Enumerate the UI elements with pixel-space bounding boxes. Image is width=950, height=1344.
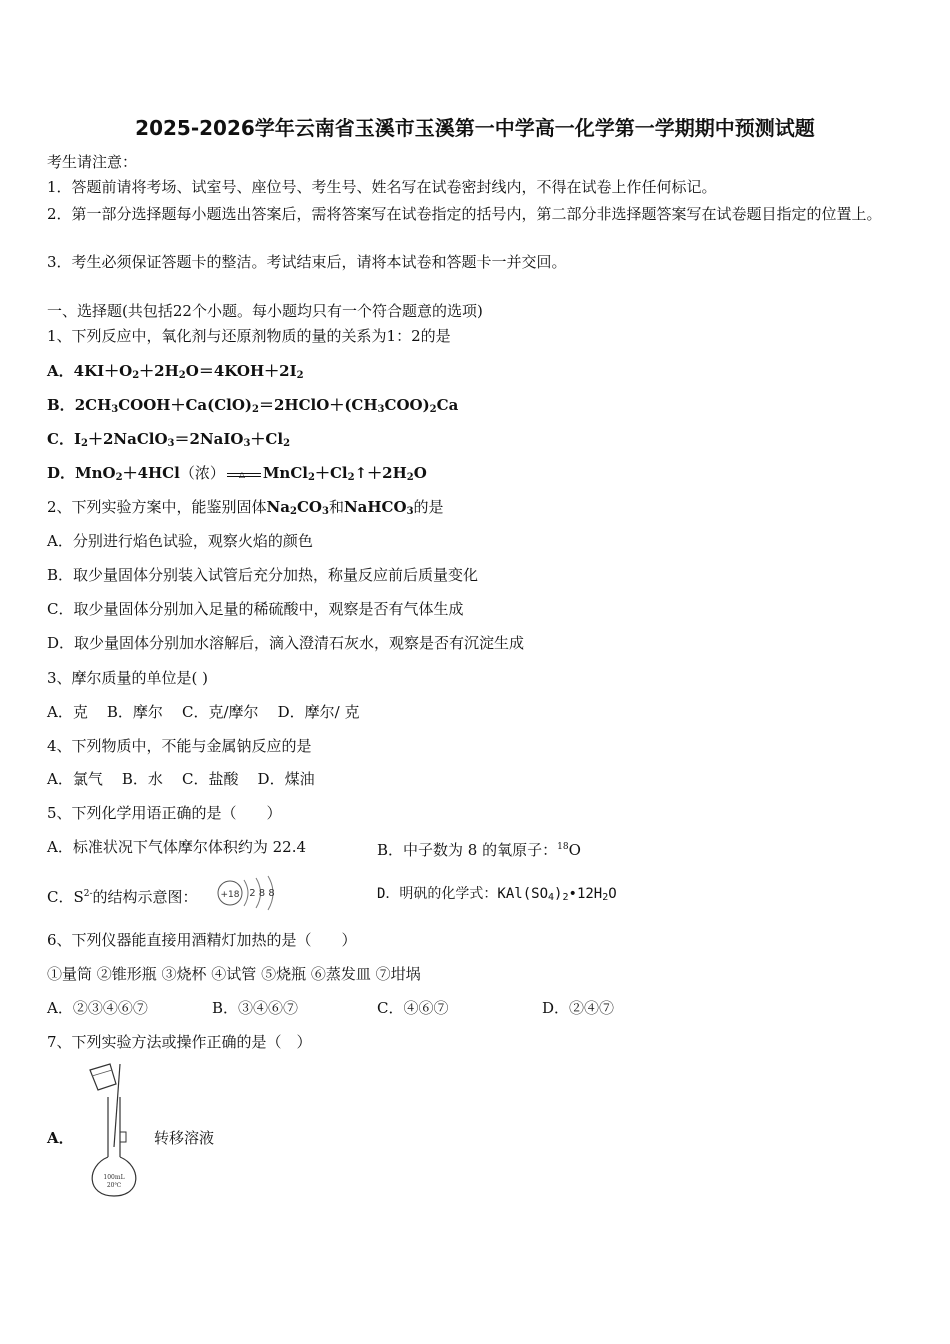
q3-stem: 3、摩尔质量的单位是( ) [47,669,209,687]
q6-option-c: C．④⑥⑦ [377,999,449,1017]
q2-option-a: A．分别进行焰色试验，观察火焰的颜色 [47,532,313,550]
notice-item-3: 3．考生必须保证答题卡的整洁。考试结束后，请将本试卷和答题卡一并交回。 [47,253,567,271]
notice-item-1: 1．答题前请将考场、试室号、座位号、考生号、姓名写在试卷密封线内，不得在试卷上作任何标记。 [47,178,717,196]
q7-option-a-caption: 转移溶液 [154,1129,215,1147]
q4-stem: 4、下列物质中，不能与金属钠反应的是 [47,737,312,755]
q1-option-b: B．$2CH_3COOH+Ca(ClO)_2=2HClO+(CH_3COO)_2Ca$ [47,396,459,415]
q6-option-a: A．②③④⑥⑦ [47,999,148,1017]
electron-shells-label: 2 8 8 [249,888,275,899]
q7-stem: 7、下列实验方法或操作正确的是（ ） [47,1033,312,1051]
volumetric-flask-transfer-icon [80,1062,150,1202]
q5-option-b: B．中子数为 8 的氧原子：$^{18}$O [377,841,581,859]
q7-option-a-label: A． [47,1129,74,1147]
q6-option-d: D．②④⑦ [542,999,615,1017]
flask-volume-label: 100mL [103,1174,125,1181]
page-title: 2025-2026学年云南省玉溪市玉溪第一中学高一化学第一学期期中预测试题 [135,116,815,140]
q5-option-d: D．明矾的化学式：$KAl(SO_4)_2•12H_2O$ [377,886,617,903]
flask-temperature-label: 20℃ [106,1182,122,1189]
q1-option-a: A．$4KI+O_2+2H_2O=4KOH+2I_2$ [47,362,304,381]
q5-option-a: A．标准状况下气体摩尔体积约为 22.4 [47,838,307,856]
q5-option-c: C．$S^{2-}$的结构示意图： [47,888,198,906]
q2-option-b: B．取少量固体分别装入试管后充分加热，称量反应前后质量变化 [47,566,479,584]
q3-options: A．克 B．摩尔 C．克/摩尔 D．摩尔/ 克 [47,703,360,721]
q6-option-b: B．③④⑥⑦ [212,999,299,1017]
notice-item-2: 2．第一部分选择题每小题选出答案后，需将答案写在试卷指定的括号内，第二部分非选择题答案写在试卷题目指定的位置上。 [47,205,882,223]
q1-option-c: C．$I_2+2NaClO_3=2NaIO_3+Cl_2$ [47,430,291,449]
nucleus-label: +18 [220,890,240,900]
q6-instrument-list: ①量筒 ②锥形瓶 ③烧杯 ④试管 ⑤烧瓶 ⑥蒸发皿 ⑦坩埚 [47,965,421,983]
q5-stem: 5、下列化学用语正确的是（ ） [47,804,282,822]
section-heading: 一、选择题(共包括22个小题。每小题均只有一个符合题意的选项) [47,302,483,320]
q1-stem: 1、下列反应中，氧化剂与还原剂物质的量的关系为1：2的是 [47,327,451,345]
q4-options: A．氯气 B．水 C．盐酸 D．煤油 [47,770,315,788]
heating-condition-icon: △ [227,468,261,480]
sulfide-ion-structure-diagram [212,872,282,914]
q2-option-d: D．取少量固体分别加水溶解后，滴入澄清石灰水，观察是否有沉淀生成 [47,634,525,652]
q2-option-c: C．取少量固体分别加入足量的稀硫酸中，观察是否有气体生成 [47,600,464,618]
q2-stem: 2、下列实验方案中，能鉴别固体$Na_2CO_3$和NaHCO$_3$的是 [47,498,444,517]
q6-stem: 6、下列仪器能直接用酒精灯加热的是（ ） [47,931,357,949]
notice-heading: 考生请注意： [47,153,138,171]
q1-option-d: D．MnO$_2$＋4HCl（浓） △ $MnCl_2+Cl_2↑+2H_2O$ [47,464,427,483]
